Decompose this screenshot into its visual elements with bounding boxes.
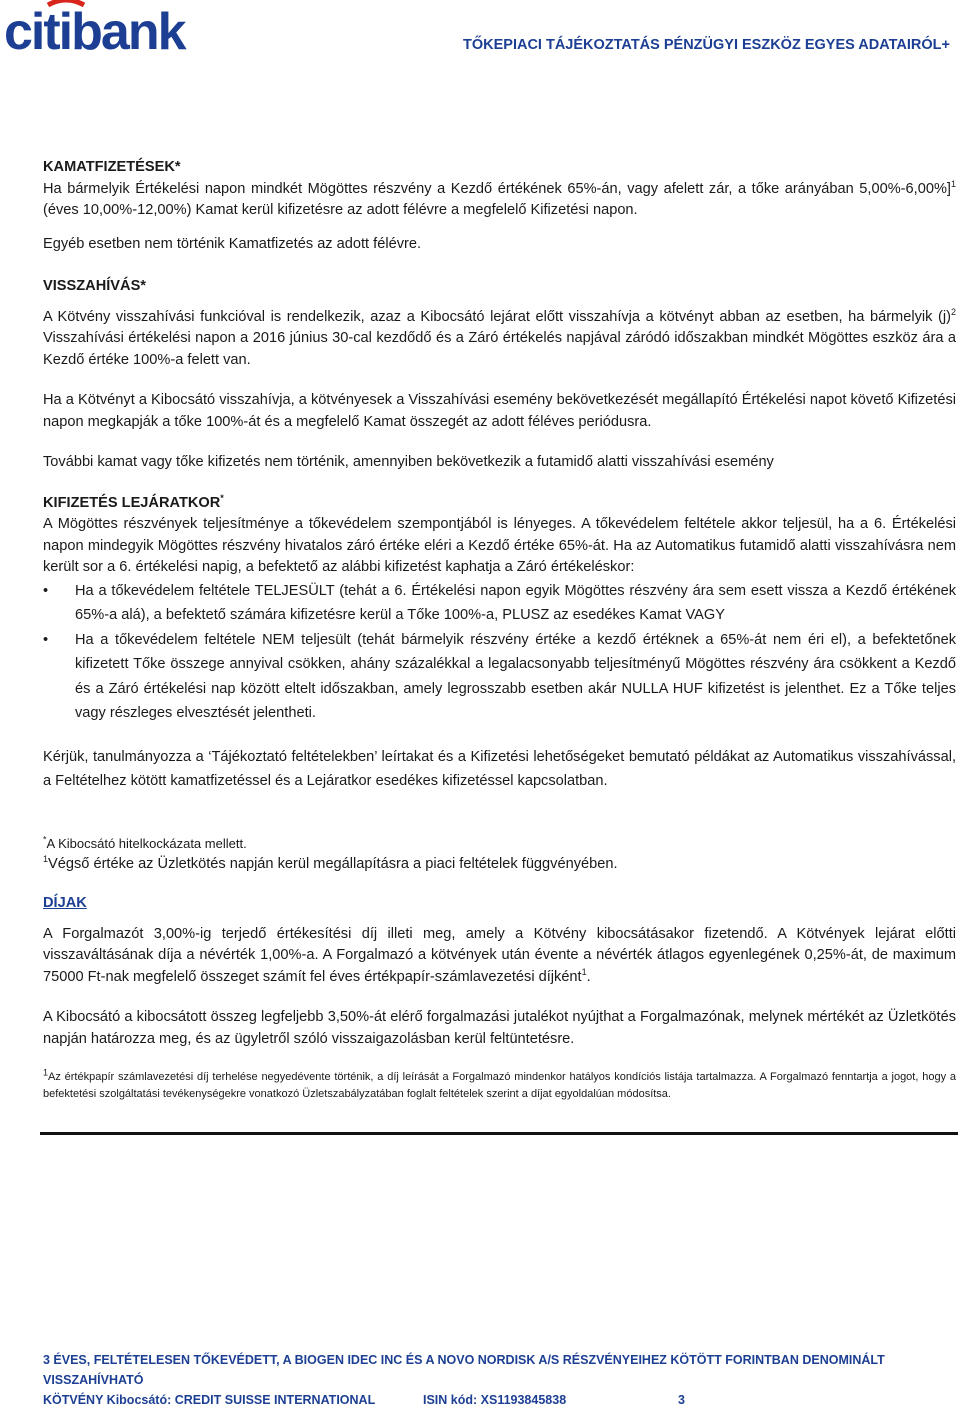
list-item: • Ha a tőkevédelem feltétele NEM teljesült (tehát bármelyik részvény értéke a kezdő értéknek a 65%-át nem éri el), a befektetőnek kifizetett Tőke összege annyival csökken, ahány százalékkal a legalacsonyabb teljesítményű Mögöttes részvény ára csökkent a Kezdő és a Záró értékelési nap között eltelt időszakban, amely legrosszabb esetben akár NULLA HUF kifizetést is jelenthet. Ez a Tőke teljes vagy részleges elvesztését jelentheti.: [43, 628, 956, 726]
section-heading-dijak: DÍJAK: [43, 895, 87, 911]
page-footer: [43, 1350, 956, 1410]
section-heading-visszahivas: VISSZAHÍVÁS*: [43, 278, 146, 294]
paragraph: A Kötvény visszahívási funkcióval is rendelkezik, azaz a Kibocsátó lejárat előtt visszahívja a kötvényt abban az esetben, ha bármelyik $(j)^2$ Visszahívási értékelési napon a 2016 június 30-cal kezdődő és a Záró értékelés napjával záródó időszakban mindkét Mögöttes eszköz ára a Kezdő értéke 100%-a felett van.: [43, 306, 956, 368]
bullet-icon: •: [43, 631, 49, 648]
footnote: $^1$Az értékpapír számlavezetési díj terhelése negyedévente történik, a díj leírását a Forgalmazó mindenkor hatályos kondíciós listája tartalmazza. A Forgalmazó fenntartja a jogot, hogy a befektetési szolgáltatási tevékenységekre vonatkozó Üzletszabályzatában foglalt feltételek szerint a díjat egyoldalúan módosítsa.: [43, 1067, 956, 1100]
paragraph: A Kibocsátó a kibocsátott összeg legfeljebb 3,50%-át elérő forgalmazási jutalékot nyújthat a Forgalmazónak, melynek mértékét az Üzletkötés napján határozza meg, és az ügyletről szóló visszaigazolásban kerül feltüntetésre.: [43, 1009, 956, 1047]
bullet-icon: •: [43, 582, 49, 599]
paragraph: További kamat vagy tőke kifizetés nem történik, amennyiben bekövetkezik a futamidő alatti visszahívási esemény: [43, 454, 774, 470]
paragraph: Ha bármelyik Értékelési napon mindkét Mögöttes részvény a Kezdő értékének 65%-án, vagy afelett zár, a tőke arányában 5,00%-6,00%]$^1$ (éves 10,00%-12,00%) Kamat kerül kifizetésre az adott félévre a megfelelő Kifizetési napon.: [43, 178, 956, 218]
footnote: *A Kibocsátó hitelkockázata mellett.: [43, 834, 247, 851]
paragraph: A Forgalmazót 3,00%-ig terjedő értékesítési díj illeti meg, amely a Kötvény kibocsátásakor fizetendő. A Kötvények lejárat előtti visszaváltásának díja a névérték 1,00%-a. A Forgalmazó a kötvények után évente a névérték átlagos egyenlegének 0,25%-át, de maximum 75000 Ft-nak megfelelő összeget számít fel éves értékpapír-számlavezetési díjként$^1$.: [43, 925, 956, 985]
paragraph: Ha a Kötvényt a Kibocsátó visszahívja, a kötvényesek a Visszahívási esemény bekövetkezését megállapító Értékelési napot követő Kifizetési napon megkapják a tőke 100%-át és a megfelelő Kamat összegét az adott féléves periódusra.: [43, 392, 956, 430]
footnote: $^1$Végső értéke az Üzletkötés napján kerül megállapításra a piaci feltételek függvényében.: [43, 853, 618, 872]
divider: [40, 1132, 958, 1135]
list-item: • Ha a tőkevédelem feltétele TELJESÜLT (tehát a 6. Értékelési napon egyik Mögöttes részvény ára sem esett vissza a Kezdő értékének 65%-a alá), a befektető számára kifizetésre kerül a Tőke 100%-a, PLUSZ az esedékes Kamat VAGY: [43, 579, 956, 628]
paragraph: Egyéb esetben nem történik Kamatfizetés az adott félévre.: [43, 235, 422, 252]
bullet-list: [43, 579, 956, 726]
page-header-title: TŐKEPIACI TÁJÉKOZTATÁS PÉNZÜGYI ESZKÖZ EGYES ADATAIRÓL+: [463, 37, 950, 53]
section-heading-kamatfizetesek: KAMATFIZETÉSEK*: [43, 159, 181, 175]
paragraph: Kérjük, tanulmányozza a ‘Tájékoztató feltételekben’ leírtakat és a Kifizetési lehetőségeket bemutató példákat az Automatikus visszahívással, a Feltételhez kötött kamatfizetéssel és a Lejáratkor esedékes kifizetéssel kapcsolatban.: [43, 748, 956, 789]
page-number: 3: [678, 1393, 685, 1407]
footer-line: 3 ÉVES, FELTÉTELESEN TŐKEVÉDETT, A BIOGEN IDEC INC ÉS A NOVO NORDISK A/S RÉSZVÉNYEIHEZ KÖTÖTT FORINTBAN DENOMINÁLT VISSZAHÍVHATÓ: [43, 1353, 885, 1387]
isin-code: ISIN kód: XS1193845838: [423, 1393, 567, 1407]
paragraph: A Mögöttes részvények teljesítménye a tőkevédelem szempontjából is lényeges. A tőkevédelem feltétele akkor teljesül, ha a 6. Értékelési napon mindegyik Mögöttes részvény hivatalos záró értéke eléri a Kezdő értéke 65%-át. Ha az Automatikus futamidő alatti visszahívásra nem került sor a 6. értékelési napig, a befektető az alábbi kifizetést kaphatja a Záró értékeléskor:: [43, 516, 956, 575]
citibank-logo: [4, 0, 219, 58]
section-heading-kifizetes: KIFIZETÉS LEJÁRATKOR*: [43, 492, 224, 511]
footer-line: KÖTVÉNY Kibocsátó: CREDIT SUISSE INTERNATIONAL ISIN kód: XS1193845838 3: [43, 1390, 956, 1410]
logo-wordmark: citibank: [4, 3, 185, 58]
document-body: [43, 157, 956, 1103]
